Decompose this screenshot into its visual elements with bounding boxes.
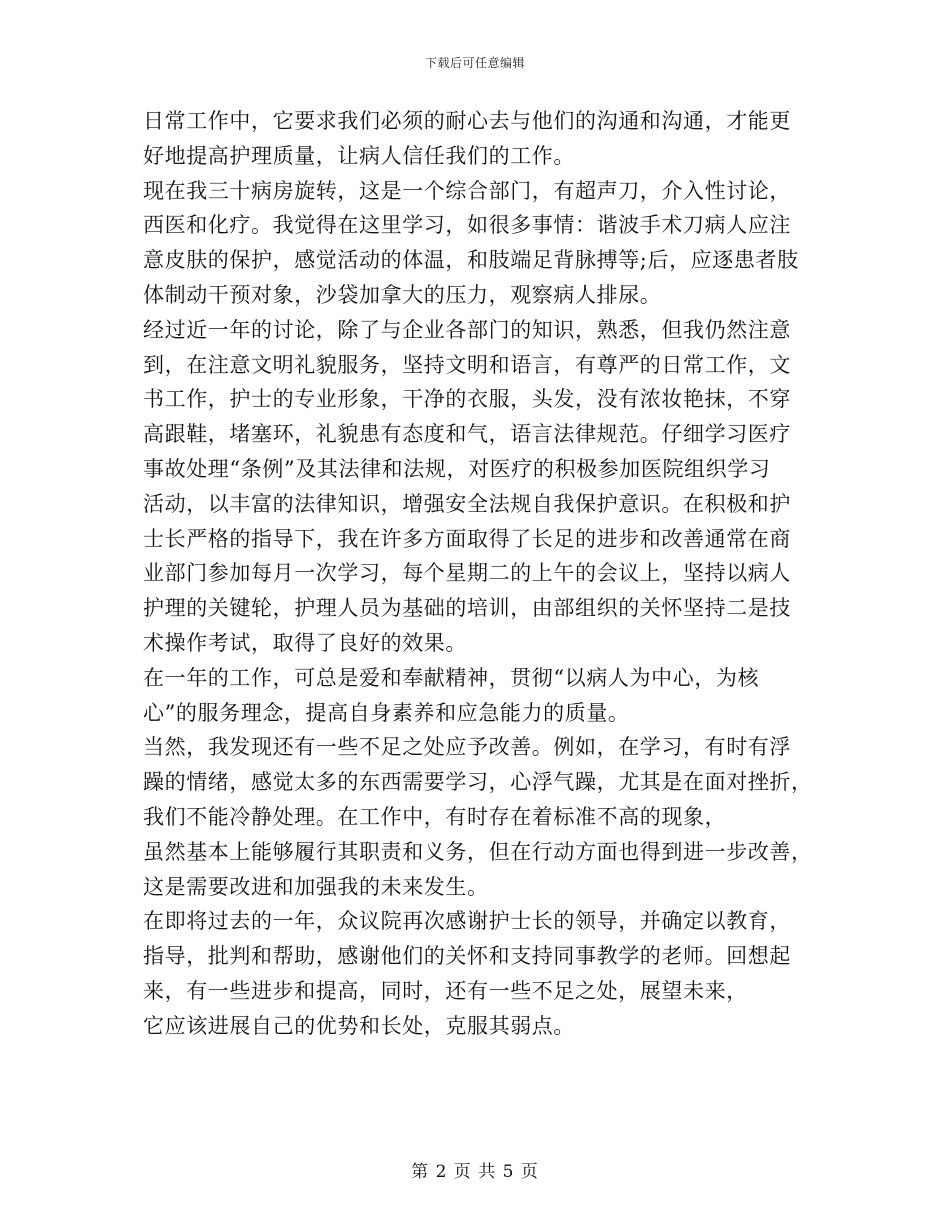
text-line: 这是需要改进和加强我的未来发生。	[143, 874, 489, 899]
text-line: 经过近一年的讨论，除了与企业各部门的知识，熟悉，但我仍然注意	[143, 317, 791, 342]
text-line: 意皮肤的保护，感觉活动的体温，和肢端足背脉搏等;后，应逐患者肢	[143, 248, 799, 273]
text-line: 业部门参加每月一次学习，每个星期二的上午的会议上，坚持以病人	[143, 561, 791, 586]
text-line: 来，有一些进步和提高，同时，还有一些不足之处，展望未来，	[143, 978, 748, 1003]
page-number: 第 2 页 共 5 页	[411, 1162, 539, 1182]
text-line: 高跟鞋，堵塞环，礼貌患有态度和气，语言法律规范。仔细学习医疗	[143, 422, 791, 447]
text-line: 虽然基本上能够履行其职责和义务，但在行动方面也得到进一步改善，	[143, 839, 813, 864]
text-line: 躁的情绪，感觉太多的东西需要学习，心浮气躁，尤其是在面对挫折，	[143, 770, 813, 795]
text-line: 我们不能冷静处理。在工作中，有时存在着标准不高的现象，	[143, 804, 727, 829]
text-line: 西医和化疗。我觉得在这里学习，如很多事情：谐波手术刀病人应注	[143, 213, 791, 238]
text-line: 它应该进展自己的优势和长处，克服其弱点。	[143, 1013, 575, 1038]
text-line: 好地提高护理质量，让病人信任我们的工作。	[143, 143, 575, 168]
text-line: 护理的关键轮，护理人员为基础的培训，由部组织的关怀坚持二是技	[143, 596, 791, 621]
body-text	[143, 104, 823, 1044]
text-line: 到，在注意文明礼貌服务，坚持文明和语言，有尊严的日常工作，文	[143, 352, 791, 377]
text-line: 在一年的工作，可总是爱和奉献精神，贯彻“以病人为中心，为核	[143, 665, 760, 690]
text-line: 日常工作中，它要求我们必须的耐心去与他们的沟通和沟通，才能更	[143, 109, 791, 133]
text-line: 当然，我发现还有一些不足之处应予改善。例如，在学习，有时有浮	[143, 735, 791, 760]
text-line: 在即将过去的一年，众议院再次感谢护士长的领导，并确定以教育，	[143, 909, 791, 934]
text-line: 现在我三十病房旋转，这是一个综合部门，有超声刀，介入性讨论，	[143, 178, 791, 203]
text-line: 指导，批判和帮助，感谢他们的关怀和支持同事教学的老师。回想起	[143, 944, 791, 969]
page-header: 下载后可任意编辑	[424, 56, 525, 70]
text-line: 活动，以丰富的法律知识，增强安全法规自我保护意识。在积极和护	[143, 491, 791, 516]
text-line: 心”的服务理念，提高自身素养和应急能力的质量。	[143, 700, 630, 725]
text-line: 术操作考试，取得了良好的效果。	[143, 630, 467, 655]
text-line: 体制动干预对象，沙袋加拿大的压力，观察病人排尿。	[143, 282, 662, 307]
text-line: 士长严格的指导下，我在许多方面取得了长足的进步和改善通常在商	[143, 526, 791, 551]
text-line: 书工作，护士的专业形象，干净的衣服，头发，没有浓妆艳抹，不穿	[143, 387, 791, 412]
text-line: 事故处理“条例”及其法律和法规，对医疗的积极参加医院组织学习	[143, 456, 771, 481]
